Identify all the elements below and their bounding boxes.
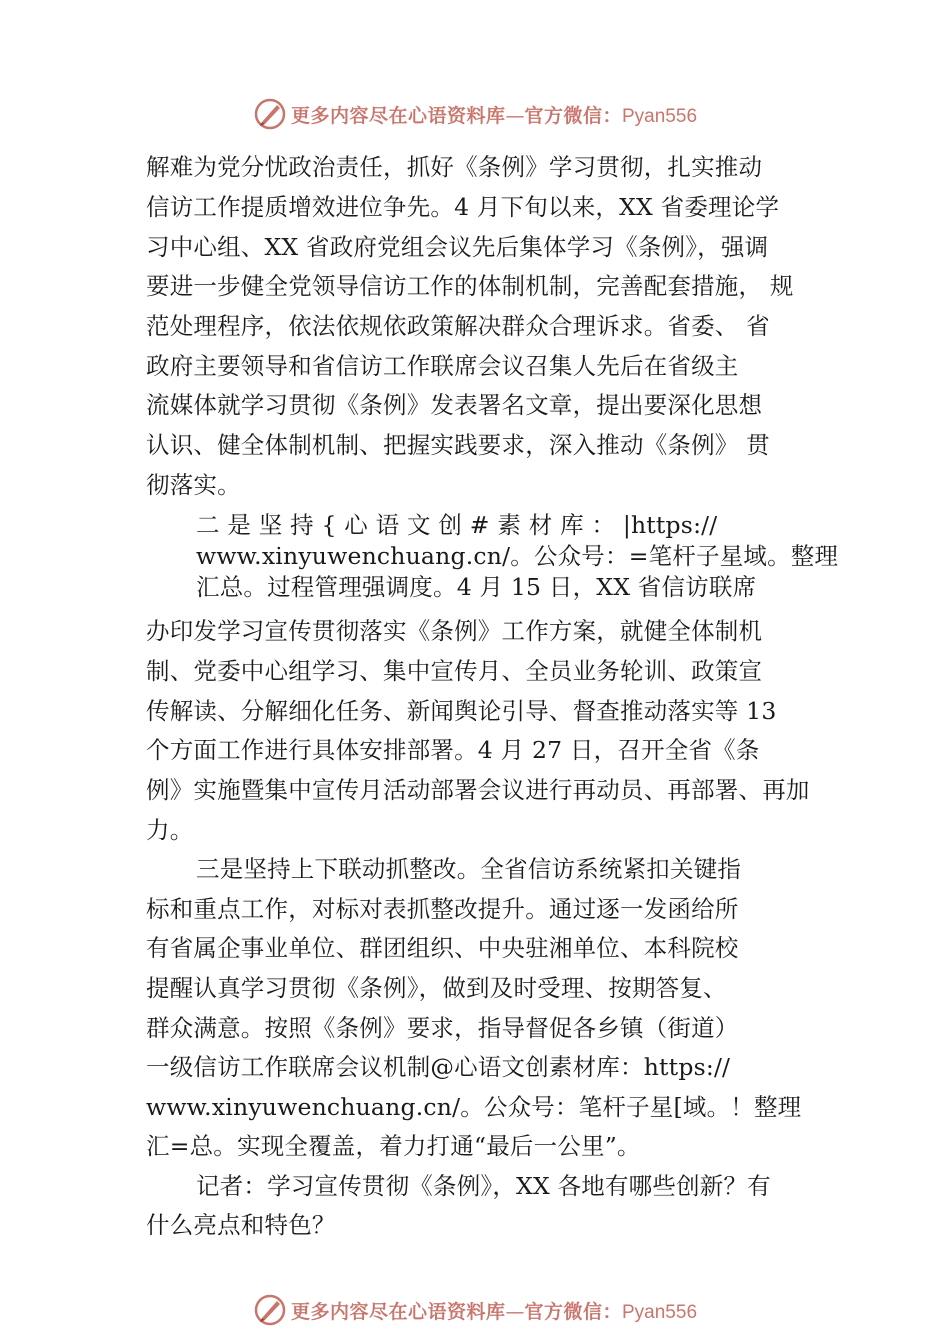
text-line: www.xinyuwenchuang.cn/。公众号：=笔杆子星域。整理	[196, 542, 839, 570]
text-line: 制、党委中心组学习、集中宣传月、全员业务轮训、政策宣	[146, 657, 763, 685]
text-line: 有省属企事业单位、群团组织、中央驻湘单位、本科院校	[146, 934, 739, 962]
text-line: 习中心组、XX 省政府党组会议先后集体学习《条例》，强调	[146, 233, 769, 261]
text-line: 政府主要领导和省信访工作联席会议召集人先后在省级主	[146, 352, 739, 380]
text-line: 个方面工作进行具体安排部署。4 月 27 日，召开全省《条	[146, 736, 760, 764]
text-line: 办印发学习宣传贯彻落实《条例》工作方案，就健全体制机	[146, 617, 763, 645]
banner-dash: —	[505, 1300, 525, 1323]
banner-wechat-id: Pyan556	[622, 1301, 698, 1323]
banner-title: 更多内容尽在心语资料库	[290, 104, 506, 127]
text-line: 例》实施暨集中宣传月活动部署会议进行再动员、再部署、再加	[146, 776, 810, 804]
footer-banner	[0, 1290, 950, 1330]
text-line: 流媒体就学习贯彻《条例》发表署名文章，提出要深化思想	[146, 391, 763, 419]
text-line: 汇=总。实现全覆盖，着力打通“最后一公里”。	[146, 1132, 641, 1160]
footer-banner-text	[291, 1297, 697, 1324]
text-line: 汇总。过程管理强调度。4 月 15 日，XX 省信访联席	[196, 573, 757, 601]
text-line: 力。	[146, 816, 194, 844]
text-line: 解难为党分忧政治责任，抓好《条例》学习贯彻，扎实推动	[146, 153, 763, 181]
text-line: 标和重点工作，对标对表抓整改提升。通过逐一发函给所	[146, 895, 739, 923]
banner-dash: —	[505, 104, 525, 127]
text-line: 什么亮点和特色？	[146, 1211, 336, 1239]
text-line: 彻落实。	[146, 471, 241, 499]
text-line: 提醒认真学习贯彻《条例》，做到及时受理、按期答复、	[146, 974, 727, 1002]
banner-wechat-id: Pyan556	[622, 105, 698, 127]
text-line: 传解读、分解细化任务、新闻舆论引导、督查推动落实等 13	[146, 697, 777, 725]
text-line: 认识、健全体制机制、把握实践要求，深入推动《条例》 贯	[146, 431, 770, 459]
text-line: 信访工作提质增效进位争先。4 月下旬以来，XX 省委理论学	[146, 193, 780, 221]
text-line: 范处理程序，依法依规依政策解决群众合理诉求。省委、 省	[146, 312, 770, 340]
text-line: 二 是 坚 持 { 心 语 文 创 # 素 材 库 ： |https://	[196, 511, 718, 539]
text-line: 三是坚持上下联动抓整改。全省信访系统紧扣关键指	[196, 855, 742, 883]
text-line: 记者：学习宣传贯彻《条例》，XX 各地有哪些创新？有	[196, 1172, 771, 1200]
banner-wechat-label: 官方微信：	[524, 1300, 622, 1323]
pen-logo-icon	[253, 1293, 287, 1327]
text-line: www.xinyuwenchuang.cn/。公众号：笔杆子星[域。！整理	[146, 1093, 802, 1121]
banner-title: 更多内容尽在心语资料库	[290, 1300, 506, 1323]
text-line: 要进一步健全党领导信访工作的体制机制，完善配套措施， 规	[146, 272, 794, 300]
text-line: 一级信访工作联席会议机制@心语文创素材库：https://	[146, 1053, 731, 1081]
banner-wechat-label: 官方微信：	[524, 104, 622, 127]
text-line: 群众满意。按照《条例》要求，指导督促各乡镇（街道）	[146, 1014, 739, 1042]
